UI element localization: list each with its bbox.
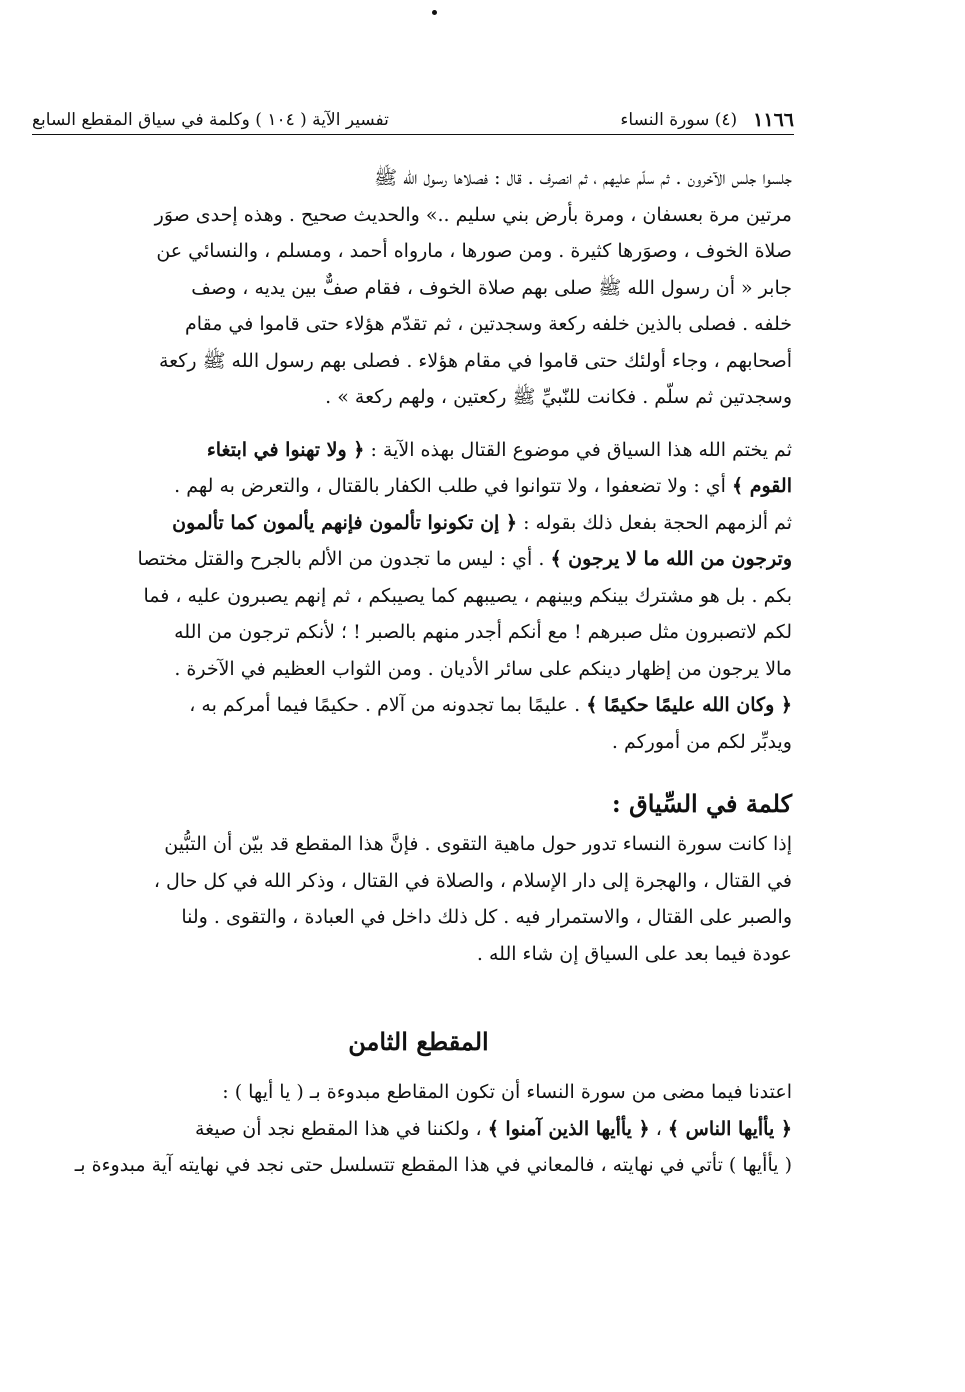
- header-surah: (٤) سورة النساء: [620, 110, 738, 130]
- text-line: وسجدتين ثم سلّم . فكانت للنّبيِّ ﷺ ركعتين ، ولهم ركعة » .: [325, 386, 792, 408]
- paragraph-eighth-section: [45, 1074, 792, 1184]
- text-line: مرتين مرة بعسفان ، ومرة بأرض بني سليم ..» والحديث صحيح . وهذه إحدى صوَر: [154, 203, 792, 226]
- paragraph-verse-commentary: [45, 432, 792, 761]
- text-run: أي : ولا تضعفوا ، ولا تتوانوا في طلب الكفار بالقتال ، والتعرض به لهم .: [174, 475, 732, 497]
- verse-quote: ﴿ يأأيها الذين آمنوا ﴾: [487, 1117, 650, 1140]
- text-line: ويدبِّر لكم من أموركم .: [611, 730, 792, 753]
- text-line: أصحابهم ، وجاء أولئك حتى قاموا في مقام هؤلاء . فصلى بهم رسول الله ﷺ ركعة: [158, 349, 792, 372]
- text-run: . أي : ليس ما تجدون من الألم بالجرح والقتل مختصا: [137, 548, 551, 570]
- text-run: ثم ألزمهم الحجة بفعل ذلك بقوله :: [517, 511, 792, 534]
- verse-quote: القوم ﴾: [731, 475, 792, 497]
- text-line: خلفه . فصلى بالذين خلفه ركعة وسجدتين ، ثم تقدّم هؤلاء حتى قاموا في مقام: [185, 313, 792, 335]
- section-heading-eighth: المقطع الثامن: [348, 1027, 489, 1056]
- page-header: [32, 98, 794, 132]
- top-dot-mark: [432, 10, 437, 15]
- text-line: عودة فيما بعد على السياق إن شاء الله .: [476, 942, 792, 965]
- text-line: اعتدنا فيما مضى من سورة النساء أن تكون المقاطع مبدوءة بـ ( يا أيها ) :: [222, 1081, 792, 1103]
- text-line: جابر « أن رسول الله ﷺ صلى بهم صلاة الخوف ، فقام صفٌّ بين يديه ، وصف: [191, 276, 792, 299]
- verse-quote: ﴿ إن تكونوا تألمون فإنهم يألمون كما تألمون: [172, 511, 518, 534]
- text-run: ثم يختم الله هذا السياق في موضوع القتال بهذه الآية :: [364, 438, 792, 461]
- paragraph-context: [45, 826, 792, 972]
- text-line: [45, 432, 792, 469]
- page-content: [45, 160, 792, 1184]
- page-number: ١١٦٦: [753, 109, 794, 131]
- text-line: بكم . بل هو مشترك بينكم وبينهم ، يصيبهم كما يصيبكم ، ثم إنهم يصبرون عليه ، فما: [143, 584, 792, 607]
- text-line: والصبر على القتال ، والاستمرار فيه . كل ذلك داخل في العبادة ، والتقوى . ولنا: [181, 906, 792, 928]
- section-heading-context: كلمة في السِّياق :: [611, 789, 792, 818]
- text-line: [45, 1111, 792, 1148]
- text-line: لكم لاتصبرون مثل صبرهم ! مع أنكم أجدر منهم بالصبر ! ؛ لأنكم ترجون من الله: [174, 621, 792, 643]
- text-run: . عليمًا بما تجدونه من آلام . حكيمًا فيما أمركم به ،: [189, 694, 587, 716]
- text-line: [45, 468, 792, 505]
- text-line: [45, 687, 792, 724]
- header-right-group: [620, 108, 794, 132]
- text-run: ، ولكننا في هذا المقطع نجد أن صيغة: [194, 1117, 488, 1140]
- header-rule: [32, 134, 794, 135]
- text-line: مالا يرجون من إظهار دينكم على سائر الأديان . ومن الثواب العظيم في الآخرة .: [174, 657, 792, 680]
- paragraph-hadith: [45, 160, 792, 416]
- text-line: جلسوا جلس الآخرون . ثم سلّم عليهم ، ثم انصرف . قال : فصلاها رسول الله ﷺ: [374, 167, 792, 189]
- text-run: ،: [649, 1117, 668, 1140]
- text-line: ( يأأيها ) تأتي في نهايته ، فالمعاني في هذا المقطع تتسلسل حتى نجد في نهايته آية مبدوءة بـ: [74, 1154, 792, 1176]
- text-line: [45, 505, 792, 542]
- verse-quote: ﴿ ولا تهنوا في ابتغاء: [206, 438, 365, 461]
- verse-quote: وترجون من الله ما لا يرجون ﴾: [550, 548, 792, 570]
- text-line: صلاة الخوف ، وصوَرها كثيرة . ومن صورها ، مارواه أحمد ، ومسلم ، والنسائي عن: [156, 240, 792, 262]
- header-topic: تفسير الآية ( ١٠٤ ) وكلمة في سياق المقطع السابع: [32, 110, 389, 130]
- text-line: [45, 541, 792, 578]
- verse-quote: ﴿ وكان الله عليمًا حكيمًا ﴾: [586, 694, 792, 716]
- text-line: في القتال ، والهجرة إلى دار الإسلام ، والصلاة في القتال ، وذكر الله في كل حال ،: [153, 869, 792, 892]
- text-line: إذا كانت سورة النساء تدور حول ماهية التقوى . فإنَّ هذا المقطع قد بيّن أن التبُّين: [164, 833, 792, 855]
- verse-quote: ﴿ يأأيها الناس ﴾: [667, 1117, 792, 1140]
